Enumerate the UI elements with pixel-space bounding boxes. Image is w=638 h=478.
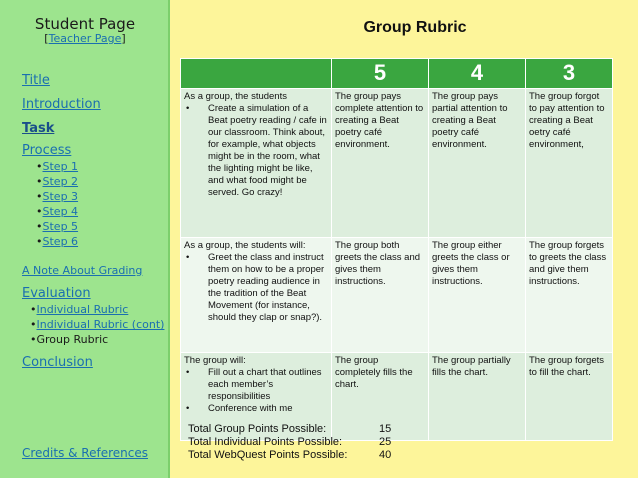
bullet: • [36, 160, 43, 173]
teacher-bracket-open: [ [44, 32, 49, 45]
total-individual-label: Total Individual Points Possible: [188, 436, 343, 448]
nav-step-5-label[interactable]: Step 5 [42, 220, 79, 233]
score-header-5: 5 [332, 59, 429, 89]
nav-individual-rubric-cont-label[interactable]: Individual Rubric (cont) [36, 318, 165, 331]
bullet: • [36, 175, 43, 188]
criteria-cell [181, 89, 332, 238]
criteria-lead: As a group, the students [184, 91, 287, 102]
bullet: • [36, 235, 43, 248]
bullet: • [30, 333, 37, 346]
nav-evaluation[interactable]: Evaluation [22, 286, 91, 301]
nav-individual-rubric[interactable] [30, 303, 128, 316]
criteria-cell [181, 238, 332, 353]
bullet: • [36, 220, 43, 233]
score-3-cell: The group forgot to pay attention to creating a Beat oetry café environment, [526, 89, 613, 238]
nav-step-2-label[interactable]: Step 2 [42, 175, 79, 188]
criteria-list [184, 252, 328, 324]
criteria-list [184, 103, 328, 199]
criteria-bullet: • Create a simulation of a Beat poetry reading / cafe in our classroom. Think about, for example, what objects might be in the room, what the lighting might be like, and what food might be served. Go crazy! [184, 103, 328, 199]
rubric-header-row [181, 59, 613, 89]
nav-task[interactable]: Task [22, 121, 55, 136]
table-row [181, 89, 613, 238]
bullet: • [30, 318, 37, 331]
nav-process[interactable]: Process [22, 143, 72, 158]
score-5-cell: The group both greets the class and gives them instructions. [332, 238, 429, 353]
teacher-page-link[interactable]: Teacher Page [48, 32, 122, 45]
nav-individual-rubric-label[interactable]: Individual Rubric [36, 303, 129, 316]
nav-individual-rubric-cont[interactable] [30, 318, 164, 331]
nav-grading-note[interactable]: A Note About Grading [22, 264, 143, 277]
sidebar [0, 0, 170, 478]
table-row [181, 238, 613, 353]
nav-step-1[interactable] [36, 160, 78, 173]
nav-step-2[interactable] [36, 175, 78, 188]
criteria-lead: The group will: [184, 355, 246, 366]
nav-step-4[interactable] [36, 205, 78, 218]
teacher-bracket-close: ] [121, 32, 126, 45]
criteria-bullet: • Greet the class and instruct them on how to be a proper poetry reading audience in the tradition of the Beat Movement (for instance, should they clap or snap?). [184, 252, 328, 324]
score-header-3: 3 [526, 59, 613, 89]
nav-group-rubric [30, 333, 108, 346]
bullet: • [36, 205, 43, 218]
nav-credits[interactable]: Credits & References [21, 446, 148, 460]
nav-step-3-label[interactable]: Step 3 [42, 190, 79, 203]
nav-group-rubric-label: Group Rubric [36, 333, 109, 346]
total-individual-value: 25 [379, 436, 392, 448]
total-webquest-label: Total WebQuest Points Possible: [188, 449, 348, 461]
total-webquest-value: 40 [379, 449, 392, 461]
total-group-label: Total Group Points Possible: [188, 423, 327, 435]
criteria-lead: As a group, the students will: [184, 240, 306, 251]
score-header-4: 4 [429, 59, 526, 89]
nav-conclusion[interactable]: Conclusion [22, 355, 93, 370]
score-4-cell: The group either greets the class or gives them instructions. [429, 238, 526, 353]
criteria-list [184, 367, 328, 415]
sidebar-title: Student Page [34, 15, 136, 33]
nav-step-6[interactable] [36, 235, 78, 248]
criteria-bullet: • Conference with me [184, 403, 328, 415]
nav-title[interactable]: Title [22, 73, 50, 88]
score-5-cell: The group completely fills the chart. [332, 353, 429, 441]
score-3-cell: The group forgets to greets the class and give them instructions. [526, 238, 613, 353]
score-3-cell: The group forgets to fill the chart. [526, 353, 613, 441]
total-group-value: 15 [379, 423, 392, 435]
criteria-header [181, 59, 332, 89]
teacher-page-line [0, 32, 170, 45]
nav-step-3[interactable] [36, 190, 78, 203]
nav-introduction[interactable]: Introduction [22, 97, 101, 112]
nav-step-6-label[interactable]: Step 6 [42, 235, 79, 248]
score-4-cell: The group pays partial attention to creating a Beat poetry café environment. [429, 89, 526, 238]
bullet: • [36, 190, 43, 203]
score-4-cell: The group partially fills the chart. [429, 353, 526, 441]
score-5-cell: The group pays complete attention to creating a Beat poetry café environment. [332, 89, 429, 238]
nav-step-1-label[interactable]: Step 1 [42, 160, 79, 173]
nav-step-4-label[interactable]: Step 4 [42, 205, 79, 218]
page-title: Group Rubric [363, 19, 467, 36]
rubric-table [180, 58, 613, 441]
bullet: • [30, 303, 37, 316]
criteria-bullet: • Fill out a chart that outlines each member’s responsibilities [184, 367, 328, 403]
nav-step-5[interactable] [36, 220, 78, 233]
